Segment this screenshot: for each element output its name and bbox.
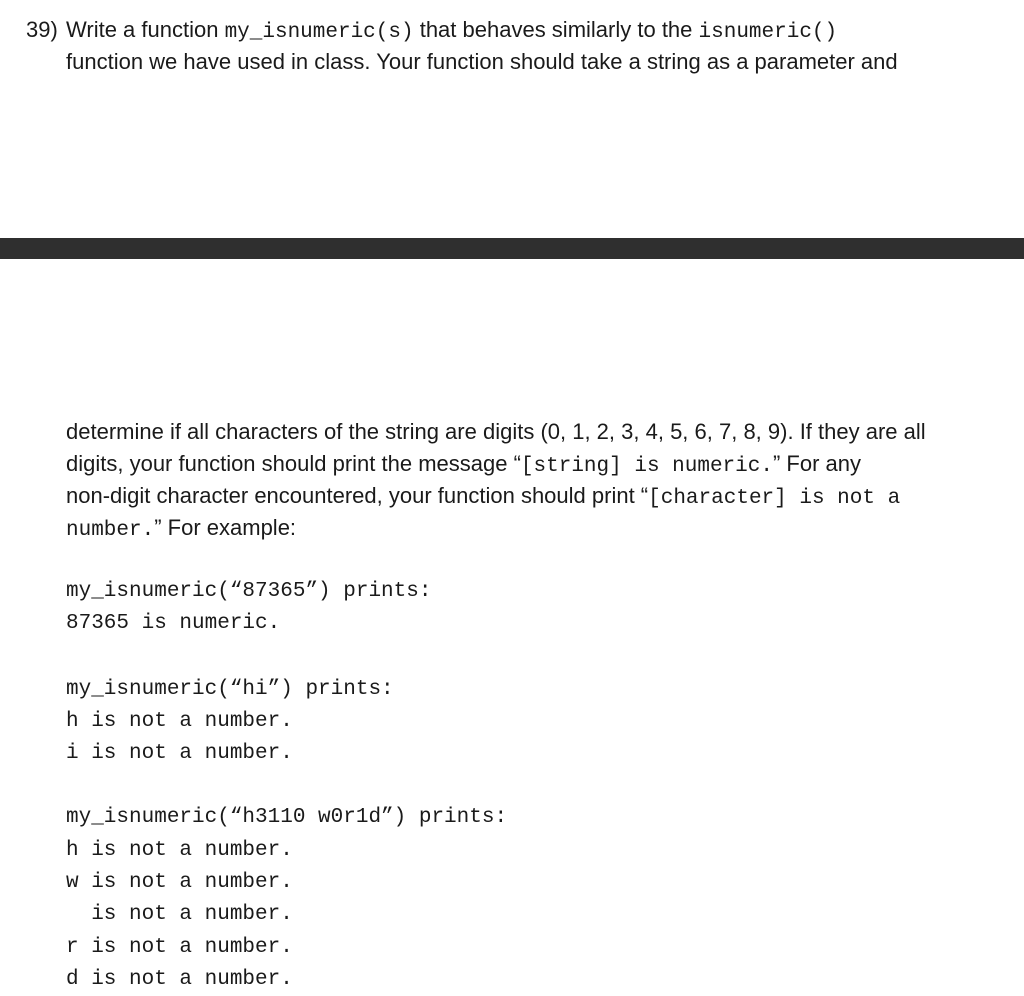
description-line-3	[66, 480, 900, 515]
not-number-message-code: [character] is not a	[648, 487, 901, 510]
description-text: digits, your function should print the message “	[66, 451, 521, 476]
question-header-section	[0, 0, 1024, 238]
question-text: that behaves similarly to the	[413, 17, 699, 42]
description-line-2	[66, 448, 861, 483]
example-3-call: my_isnumeric(“h3110 w0r1d”) prints:	[66, 806, 508, 829]
example-3-output-2: w is not a number.	[66, 871, 293, 894]
example-2-output-1: h is not a number.	[66, 710, 293, 733]
description-text: ” For any	[772, 451, 861, 476]
question-text: Write a function	[66, 17, 225, 42]
example-3-output-5: d is not a number.	[66, 968, 293, 991]
example-3-output-4: r is not a number.	[66, 936, 293, 959]
question-line-1	[66, 14, 837, 49]
description-text: ” For example:	[154, 515, 297, 540]
question-line-2: function we have used in class. Your function should take a string as a parameter and	[66, 49, 898, 74]
page-divider	[0, 238, 1024, 259]
numeric-message-code: [string] is numeric.	[520, 455, 773, 478]
description-text: non-digit character encountered, your function should print “	[66, 483, 649, 508]
example-2-output-2: i is not a number.	[66, 742, 293, 765]
question-number: 39)	[26, 17, 58, 42]
example-1-call: my_isnumeric(“87365”) prints:	[66, 580, 432, 603]
example-3-output-1: h is not a number.	[66, 839, 293, 862]
function-signature-code: my_isnumeric(s)	[224, 21, 414, 44]
example-1-output-1: 87365 is numeric.	[66, 612, 281, 635]
not-number-message-code-end: number.	[66, 519, 155, 542]
isnumeric-code: isnumeric()	[698, 21, 838, 44]
description-line-4	[66, 512, 296, 547]
example-3-output-3: is not a number.	[66, 903, 293, 926]
description-line-1: determine if all characters of the string are digits (0, 1, 2, 3, 4, 5, 6, 7, 8, 9). If they are all	[66, 419, 926, 444]
example-2-call: my_isnumeric(“hi”) prints:	[66, 678, 394, 701]
